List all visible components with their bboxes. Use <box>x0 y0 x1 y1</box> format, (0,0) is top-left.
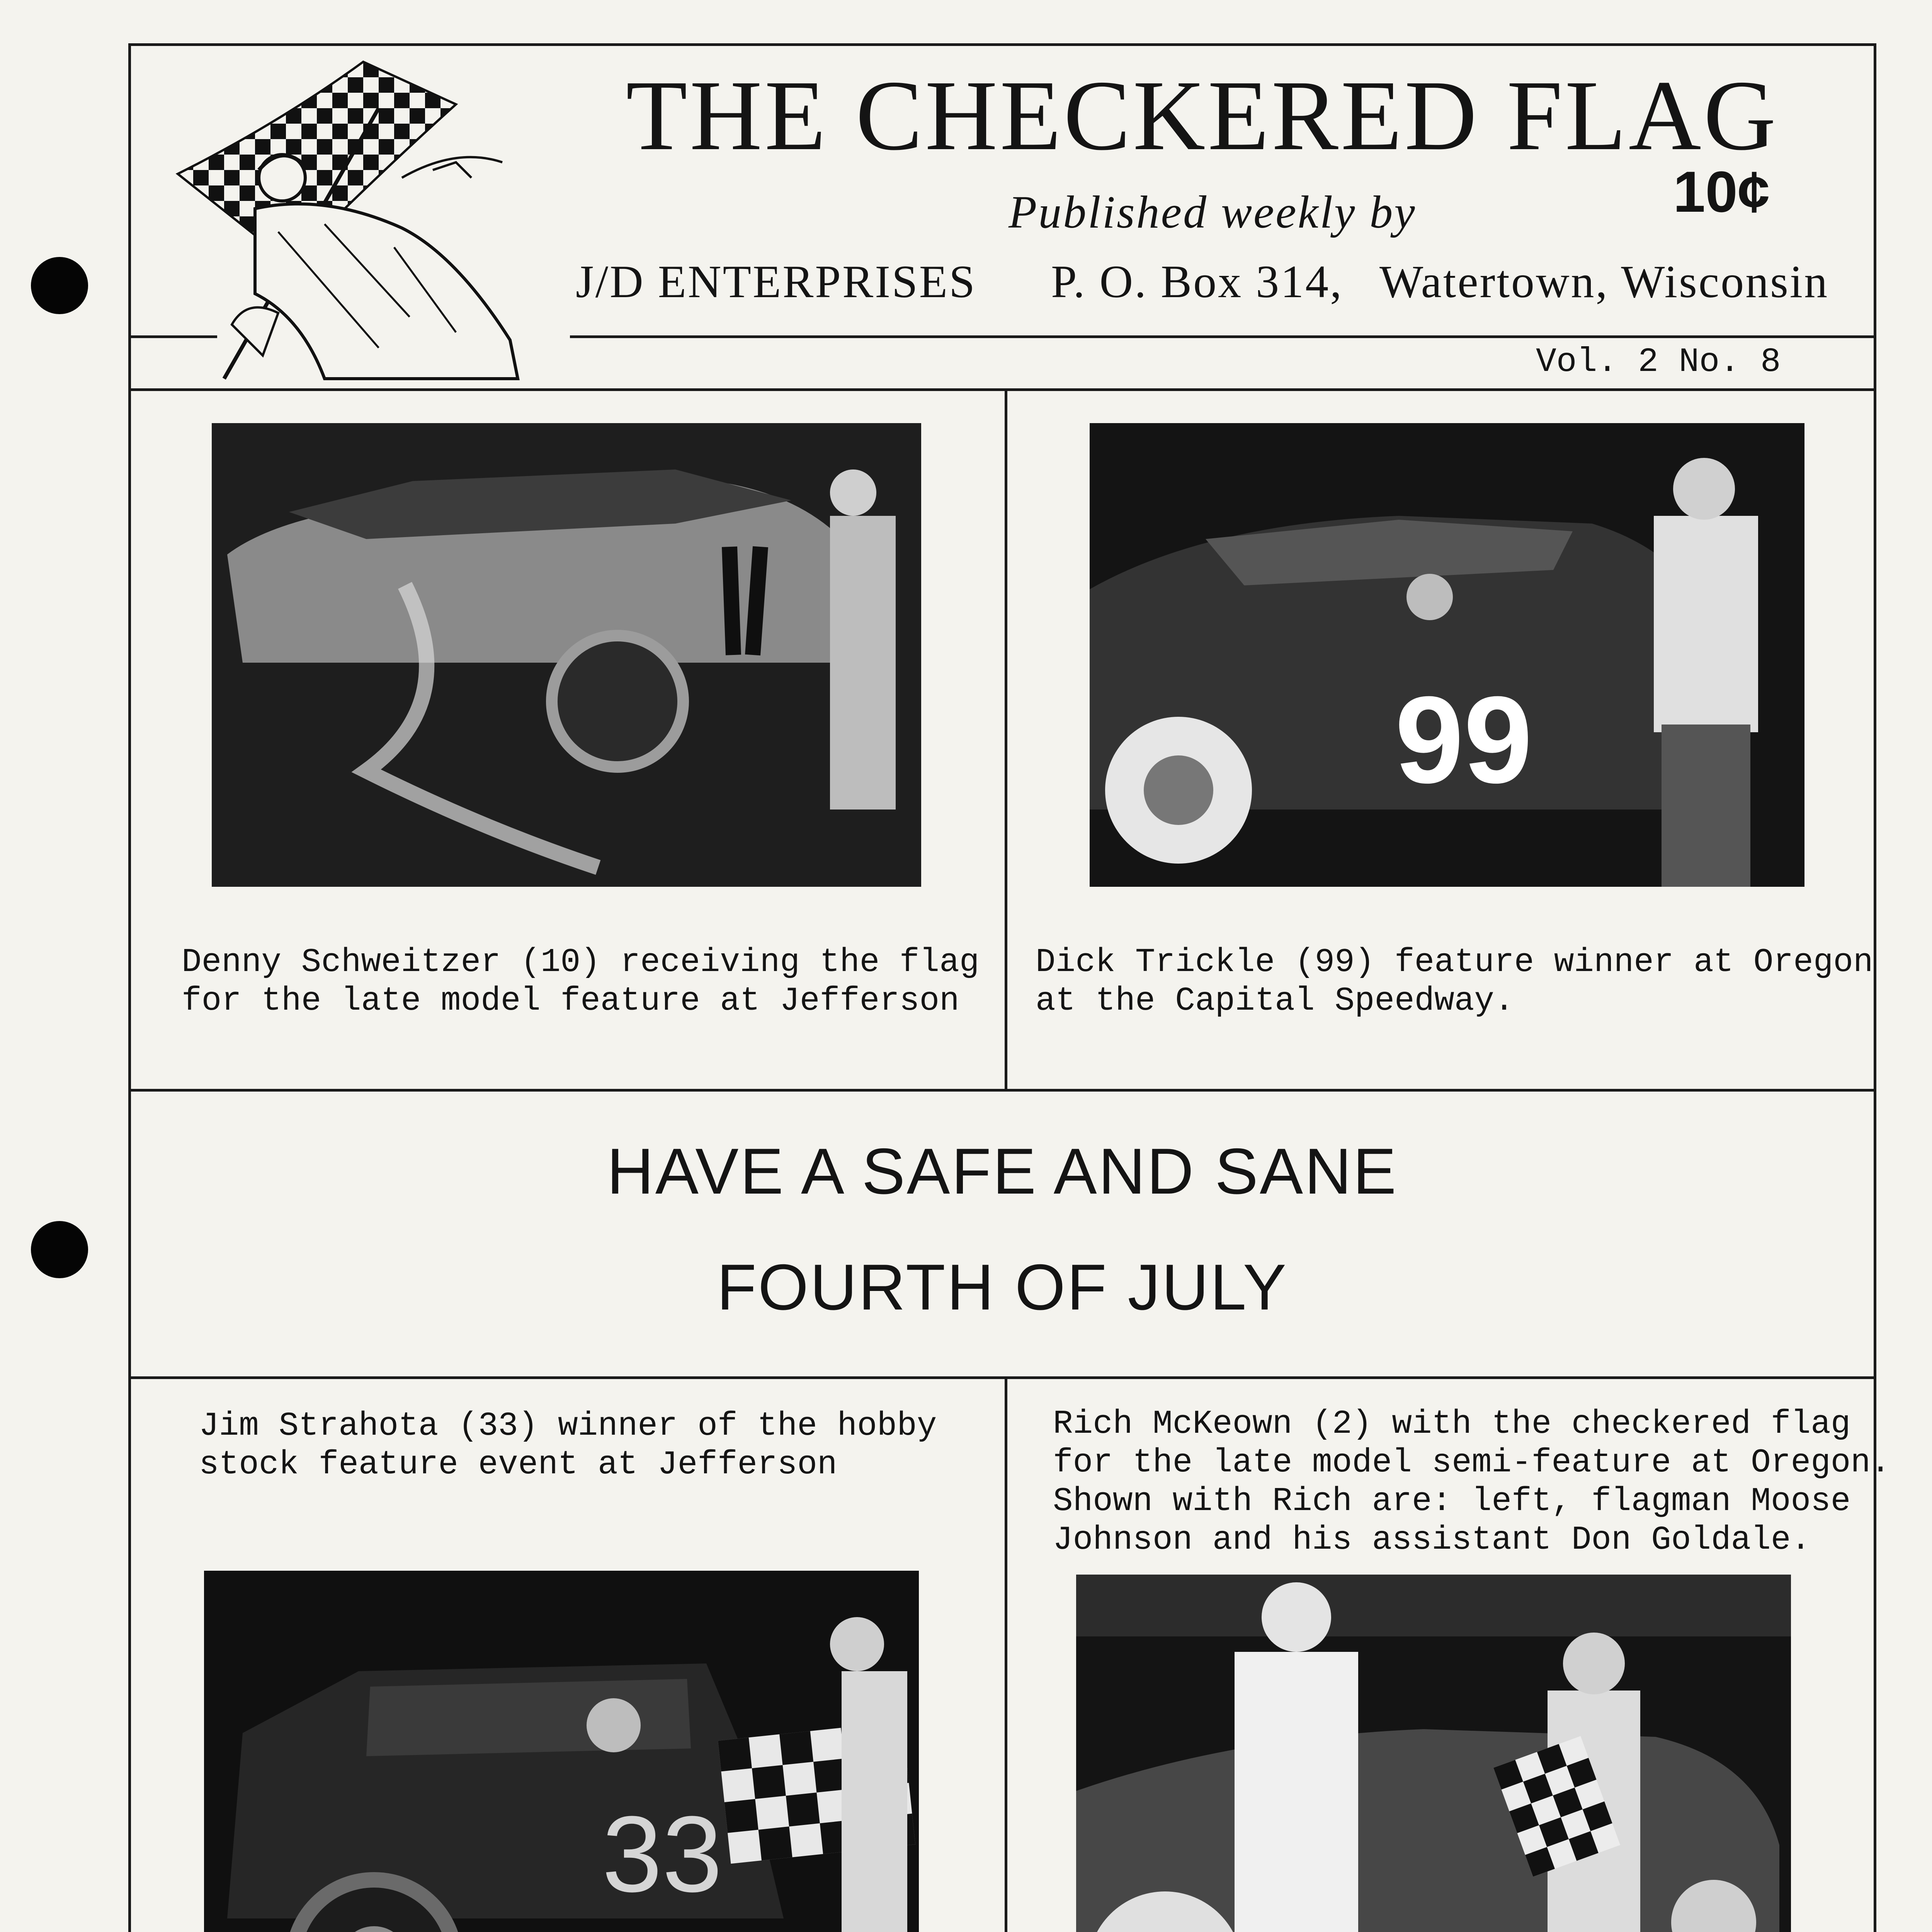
column-divider-top <box>1005 390 1007 1092</box>
photo-dick-trickle <box>1090 423 1804 887</box>
masthead-bottom-rule <box>128 388 1876 391</box>
photo-jim-strahota <box>204 1571 919 1932</box>
photo-denny-schweitzer <box>212 423 921 887</box>
headline-line2: FOURTH OF JULY <box>717 1251 1288 1323</box>
masthead-rule-left <box>128 335 217 338</box>
car-number-99: 99 <box>1395 670 1532 809</box>
caption-jim-strahota: Jim Strahota (33) winner of the hobby stock feature event at Jefferson <box>199 1407 937 1483</box>
car-number-33: 33 <box>602 1794 723 1915</box>
publisher-name: J/D ENTERPRISES <box>576 256 976 307</box>
headline-line1: HAVE A SAFE AND SANE <box>607 1135 1398 1208</box>
row-rule-2 <box>128 1376 1876 1379</box>
flagman-logo <box>162 46 533 386</box>
binder-hole-top <box>31 257 88 314</box>
photo-rich-mckeown <box>1076 1575 1791 1932</box>
issue-price: 10¢ <box>1673 159 1770 224</box>
caption-rich-mckeown: Rich McKeown (2) with the checkered flag for the late model semi-feature at Oregon. Shown with Rich are: left, flagman Moose Johnson and his assistant Don Goldale. <box>1053 1405 1891 1559</box>
binder-hole-middle <box>31 1221 88 1278</box>
published-by: Published weekly by <box>1009 186 1417 238</box>
masthead-rule-right <box>570 335 1876 338</box>
city: Watertown, Wisconsin <box>1379 256 1829 307</box>
column-divider-bottom <box>1005 1379 1007 1932</box>
row-rule-1 <box>128 1089 1876 1092</box>
po-box: P. O. Box 314, <box>1051 256 1344 307</box>
caption-denny-schweitzer: Denny Schweitzer (10) receiving the flag for the late model feature at Jefferson <box>182 943 980 1020</box>
newspaper-title: THE CHECKERED FLAG <box>626 60 1779 171</box>
caption-dick-trickle: Dick Trickle (99) feature winner at Oregon at the Capital Speedway. <box>1036 943 1873 1020</box>
volume-number: Vol. 2 No. 8 <box>1536 343 1781 381</box>
